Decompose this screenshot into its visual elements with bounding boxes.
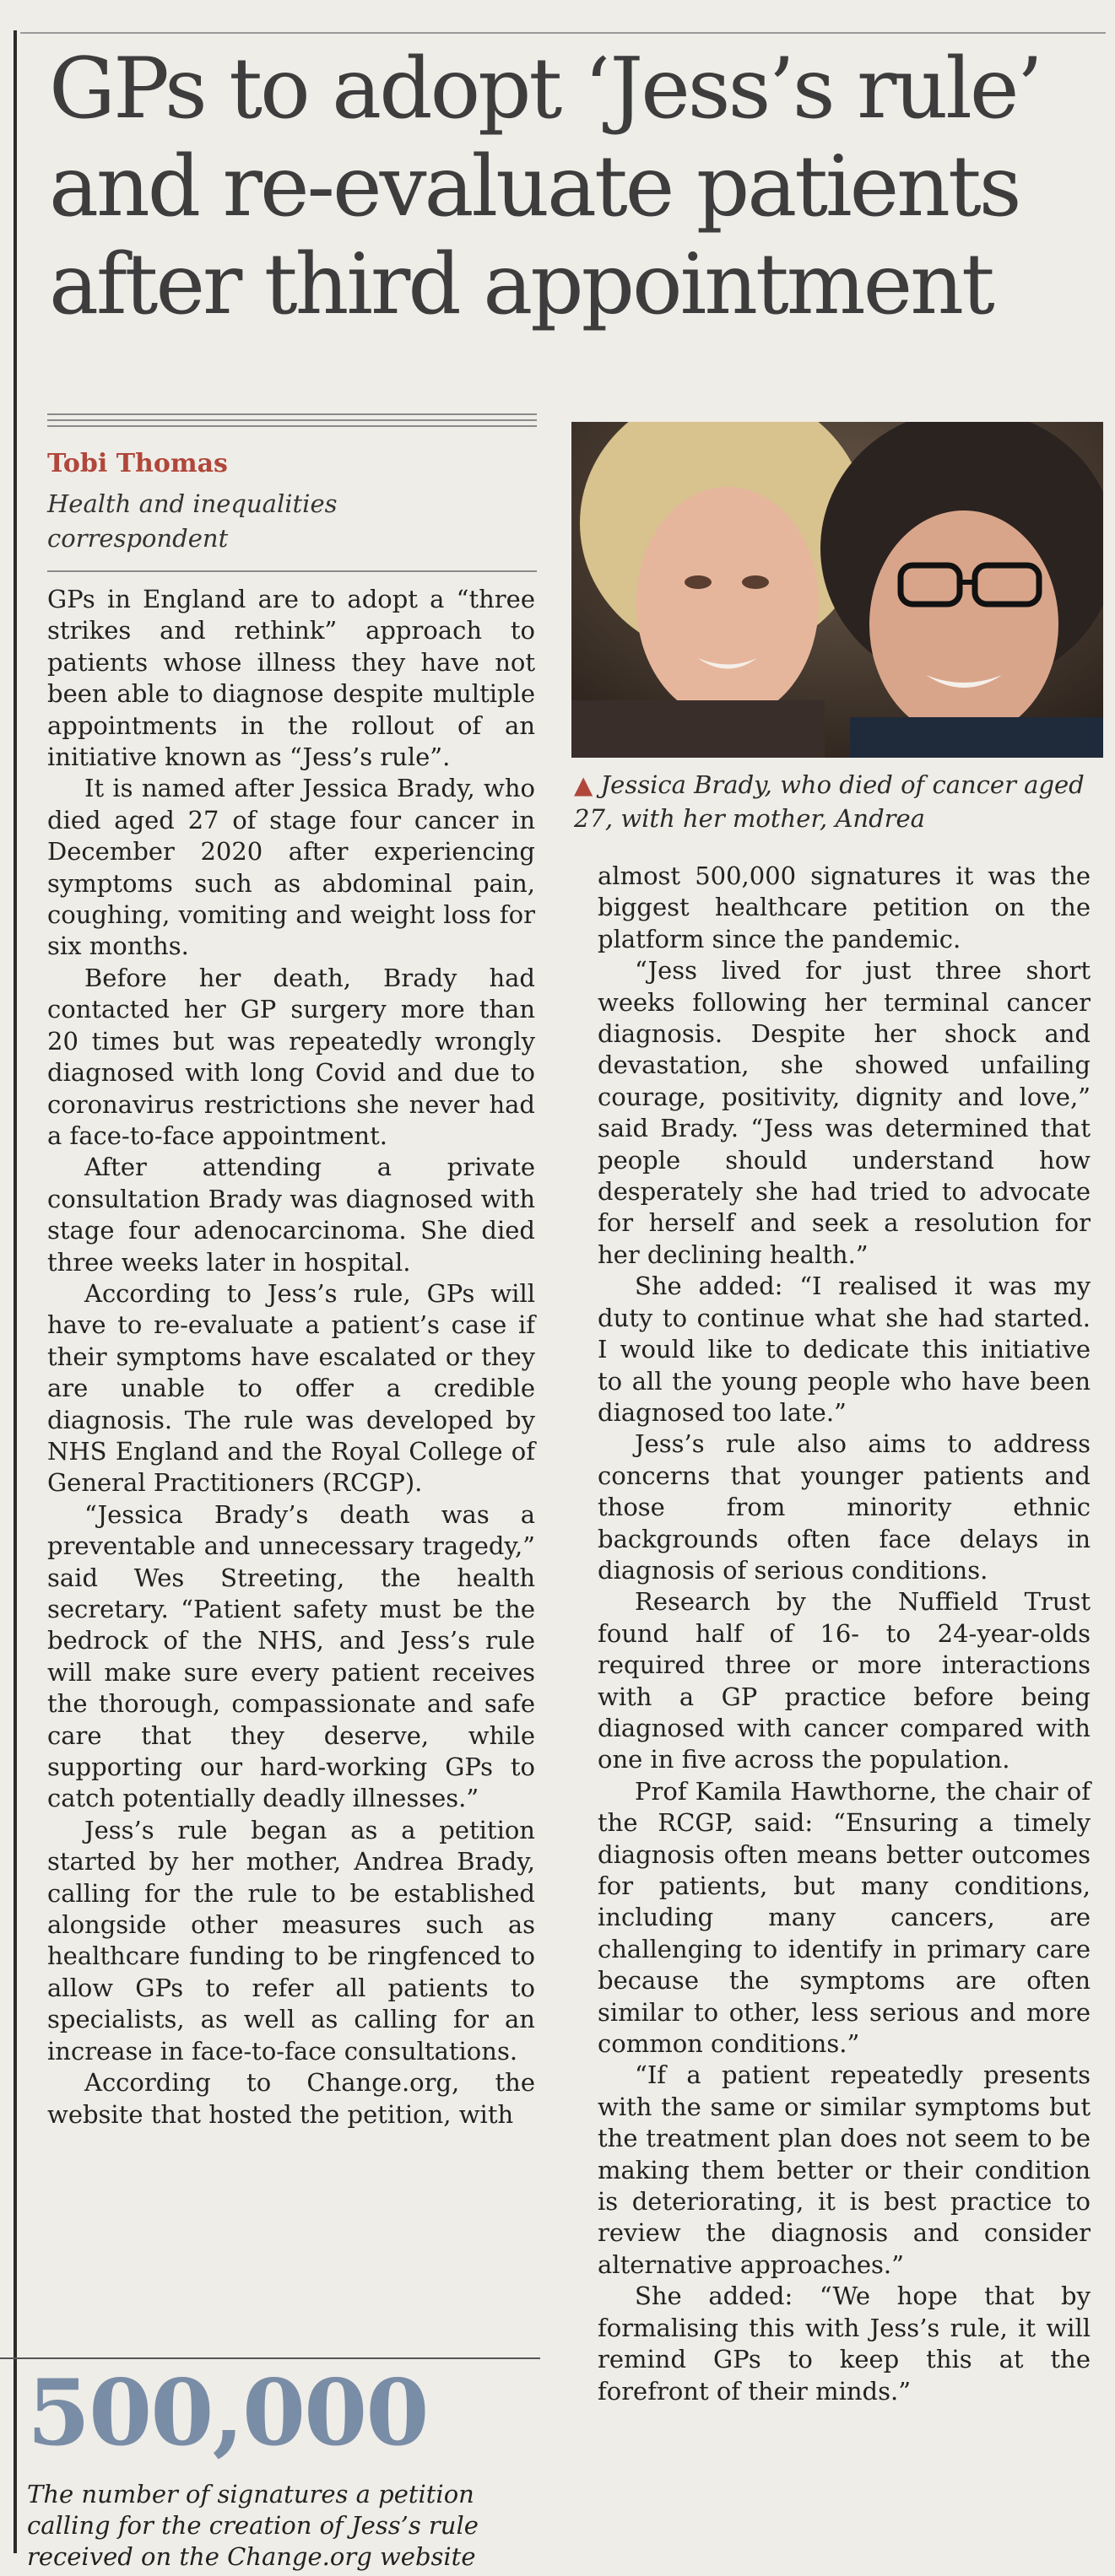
byline-rules: [47, 413, 537, 431]
paragraph: Before her death, Brady had contacted her GP surgery more than 20 times but was repeatedly wrongly diagnosed with long Covid and due to coronavirus restrictions she never had a face-to-face appointment.: [47, 963, 535, 1150]
paragraph: After attending a private consultation Brady was diagnosed with stage four adenocarcinoma. She died three weeks later in hospital.: [47, 1153, 535, 1277]
paragraph: “Jess lived for just three short weeks following her terminal cancer diagnosis. Despite her shock and devastation, she showed unfailing courage, positivity, dignity and love,” said Brady. “Jess was determined that people should understand how desperately she had tried to advocate for herself and seek a resolution for her declining health.”: [598, 956, 1091, 1269]
photo-illustration: [571, 422, 1103, 758]
pullquote-rule: [0, 2357, 540, 2359]
article-column-right: [598, 861, 1091, 2407]
paragraph: “Jessica Brady’s death was a preventable and unnecessary tragedy,” said Wes Streeting, the health secretary. “Patient safety must be the bedrock of the NHS, and Jess’s rule will make sure every patient receives the thorough, compassionate and safe care that they deserve, while supporting our hard-working GPs to catch potentially deadly illnesses.”: [47, 1499, 535, 1813]
paragraph: GPs in England are to adopt a “three strikes and rethink” approach to patients whose illness they have not been able to diagnose despite multiple appointments in the rollout of an initiative known as “Jess’s rule”.: [47, 585, 535, 772]
paragraph: Jess’s rule also aims to address concerns that younger patients and those from minority ethnic backgrounds often face delays in diagnosis of serious conditions.: [598, 1429, 1091, 1585]
paragraph: Prof Kamila Hawthorne, the chair of the RCGP, said: “Ensuring a timely diagnosis often means better outcomes for patients, but many conditions, including many cancers, are challenging to identify in primary care because the symptoms are often similar to other, less serious and more common conditions.”: [598, 1776, 1091, 2059]
article-photo: [571, 422, 1103, 758]
paragraph: “If a patient repeatedly presents with the same or similar symptoms but the treatment plan does not seem to be making them better or their condition is deteriorating, it is best practice to review the diagnosis and consider alternative approaches.”: [598, 2060, 1091, 2279]
pullquote-number: 500,000: [27, 2360, 428, 2466]
author-role: Health and inequalities correspondent: [47, 489, 338, 553]
column-rule: [14, 30, 17, 2553]
paragraph: She added: “We hope that by formalising this with Jess’s rule, it will remind GPs to keep this at the forefront of their minds.”: [598, 2282, 1091, 2406]
headline: [49, 41, 1079, 334]
author-name: Tobi Thomas: [47, 449, 228, 478]
paragraph: almost 500,000 signatures it was the biggest healthcare petition on the platform since the pandemic.: [598, 861, 1091, 953]
headline-line-3: after third appointment: [49, 236, 993, 333]
caption-text: Jessica Brady, who died of cancer aged 27, with her mother, Andrea: [574, 770, 1085, 833]
pullquote-text: The number of signatures a petition calling for the creation of Jess’s rule received on the Change.org website: [27, 2480, 479, 2571]
byline-divider: [47, 570, 537, 572]
paragraph: Research by the Nuffield Trust found half of 16- to 24-year-olds required three or more interactions with a GP practice before being diagnosed with cancer compared with one in five across the population.: [598, 1587, 1091, 1774]
caption-marker-icon: ▲: [574, 770, 593, 799]
photo-caption: [574, 768, 1089, 835]
paragraph: According to Jess’s rule, GPs will have to re-evaluate a patient’s case if their symptoms have escalated or they are unable to offer a credible diagnosis. The rule was developed by NHS England and the Royal College of General Practitioners (RCGP).: [47, 1278, 535, 1498]
paragraph: According to Change.org, the website that hosted the petition, with: [47, 2068, 535, 2129]
paragraph: Jess’s rule began as a petition started by her mother, Andrea Brady, calling for the rule to be established alongside other measures such as healthcare funding to be ringfenced to allow GPs to refer all patients to specialists, as well as calling for an increase in face-to-face consultations.: [47, 1815, 535, 2066]
headline-line-2: and re-evaluate patients: [49, 138, 1020, 235]
headline-line-1: GPs to adopt ‘Jess’s rule’: [49, 41, 1041, 138]
paragraph: She added: “I realised it was my duty to continue what she had started. I would like to dedicate this initiative to all the young people who have been diagnosed too late.”: [598, 1272, 1091, 1427]
top-rule: [20, 32, 1106, 34]
article-column-left: [47, 584, 535, 2130]
paragraph: It is named after Jessica Brady, who died aged 27 of stage four cancer in December 2020 after experiencing symptoms such as abdominal pain, coughing, vomiting and weight loss for six months.: [47, 774, 535, 961]
